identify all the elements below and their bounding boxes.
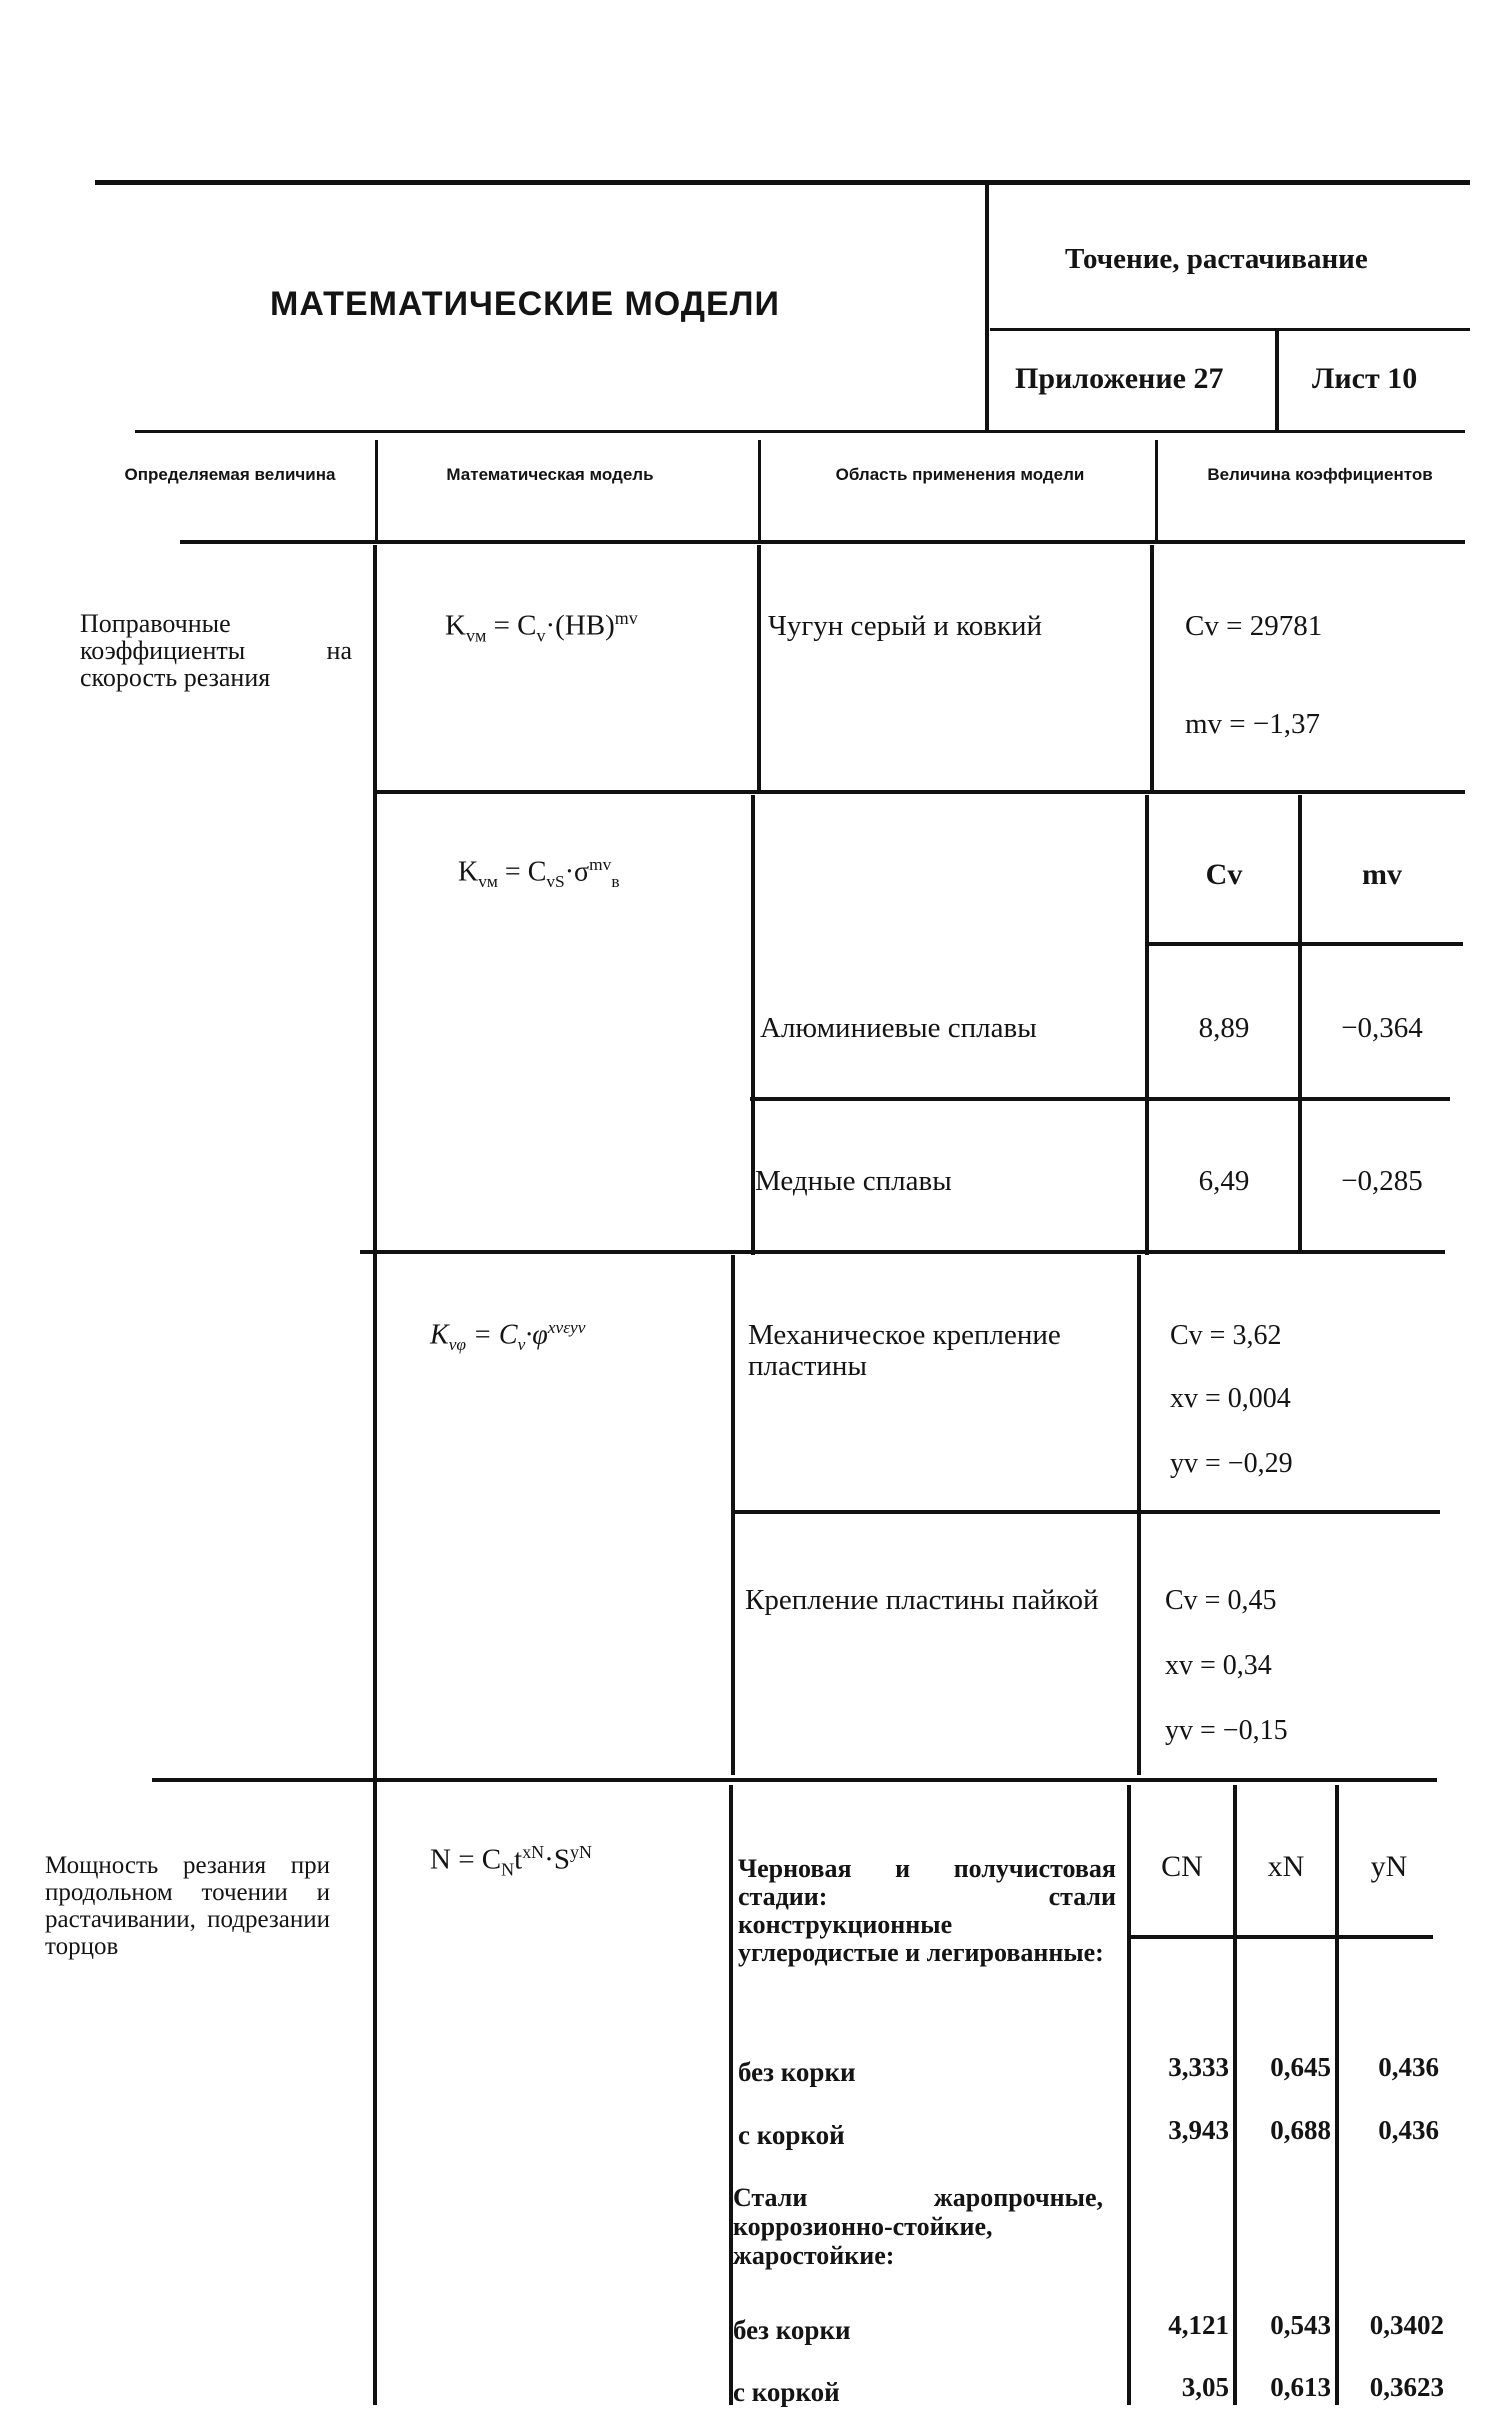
body-sep-model-d	[729, 1785, 733, 2405]
coef-yn-row4: 0,3623	[1369, 2372, 1444, 2402]
row-rule-b-head	[1148, 942, 1463, 946]
coef-cn-row4: 3,05	[1181, 2372, 1229, 2402]
row-label-no-scale-2: без корки	[733, 2315, 851, 2345]
body-sep-coef-a	[1150, 545, 1154, 790]
formula-sup: mv	[614, 608, 638, 628]
coef-cn-row3: 4,121	[1168, 2310, 1229, 2340]
formula-part: ·(HB)	[545, 609, 615, 642]
coef-yn-row1: 0,436	[1378, 2052, 1439, 2082]
formula-kv-strength	[458, 855, 620, 892]
formula-sub: в	[611, 871, 620, 891]
coef-yv-mechanical: yv = −0,29	[1170, 1448, 1293, 1479]
coef-xn-row2: 0,688	[1270, 2115, 1331, 2145]
formula-sub: vφ	[448, 1334, 466, 1354]
appendix-label: Приложение 27	[1015, 362, 1224, 395]
body-sep-coef-b	[1145, 795, 1149, 1255]
coef-cv-copper: 6,49	[1198, 1165, 1250, 1197]
coef-cv-cast-iron: Cv = 29781	[1185, 610, 1323, 642]
formula-part: K	[445, 609, 466, 642]
formula-part: K	[430, 1319, 449, 1351]
row-rule-n-head	[1128, 1935, 1433, 1939]
row-rule-b1	[750, 1097, 1450, 1101]
scope-cast-iron: Чугун серый и ковкий	[768, 610, 1043, 642]
formula-kv-phi	[430, 1318, 585, 1355]
formula-sub: v	[536, 625, 546, 646]
formula-part: t	[514, 1843, 523, 1876]
row-rule-c1	[735, 1510, 1440, 1514]
colhead-sep-1	[375, 440, 378, 540]
row-label-no-scale-1: без корки	[738, 2057, 856, 2087]
scope-brazed-mounting: Крепление пластины пайкой	[745, 1584, 1099, 1616]
body-sep-model	[757, 545, 761, 790]
group-roughing-structural: Черновая и получистовая стадии: стали конструкционные углеродистые и легированные:	[738, 1854, 1116, 1967]
formula-sup: xN	[522, 1842, 545, 1862]
formula-sub: vм	[465, 625, 487, 646]
formula-sup: mv	[589, 855, 612, 874]
quantity-cutting-power: Мощность резания при продольном точении и растачивании, подрезании торцов	[45, 1852, 330, 1960]
formula-part: = C	[466, 1319, 518, 1351]
coef-xn-row4: 0,613	[1270, 2372, 1331, 2402]
coef-xn-row3: 0,543	[1270, 2310, 1331, 2340]
colhead-sep-3	[1155, 440, 1158, 540]
head-cn: CN	[1161, 1850, 1203, 1883]
header-sheet-divider	[1275, 330, 1279, 430]
row-label-scale-1: с коркой	[738, 2120, 845, 2150]
header-mid-rule	[990, 328, 1470, 331]
column-header-model: Математическая модель	[446, 465, 654, 484]
scope-copper: Медные сплавы	[755, 1165, 952, 1197]
head-mv: mv	[1362, 858, 1402, 891]
coef-yn-row3: 0,3402	[1369, 2310, 1444, 2340]
formula-sub: v	[517, 1334, 526, 1354]
formula-part: K	[458, 856, 479, 888]
body-sep-quantity	[373, 545, 377, 2405]
formula-power	[430, 1842, 592, 1880]
row-rule-b2	[360, 1250, 1445, 1254]
page-title: МАТЕМАТИЧЕСКИЕ МОДЕЛИ	[270, 285, 780, 323]
formula-sub: vS	[546, 871, 565, 891]
formula-sup: xvεyv	[547, 1318, 586, 1337]
column-header-coefficients: Величина коэффициентов	[1207, 465, 1433, 484]
body-sep-model-c	[731, 1255, 735, 1775]
section-rule	[152, 1778, 1437, 1782]
formula-part: N = C	[430, 1843, 502, 1876]
head-xn: xN	[1267, 1850, 1305, 1883]
formula-part: = C	[497, 856, 547, 888]
formula-part: = C	[486, 609, 537, 642]
quantity-correction-coefficients: Поправочные коэффициенты на скорость резания	[80, 609, 352, 692]
column-header-quantity: Определяемая величина	[124, 465, 336, 484]
scope-mechanical-mounting: Механическое крепление пластины	[748, 1319, 1061, 1382]
coef-cv-aluminium: 8,89	[1198, 1012, 1250, 1044]
coef-yn-row2: 0,436	[1378, 2115, 1439, 2145]
coef-xv-mechanical: xv = 0,004	[1170, 1383, 1291, 1414]
formula-sub: N	[501, 1859, 515, 1880]
formula-sub: vм	[478, 871, 498, 891]
header-divider	[985, 183, 989, 433]
body-sep-coef-c	[1137, 1255, 1141, 1775]
header-bottom-rule	[135, 430, 1465, 433]
coef-cn-row2: 3,943	[1168, 2115, 1229, 2145]
row-rule-a	[375, 790, 1465, 794]
header-top-rule	[95, 180, 1470, 185]
formula-part: ·φ	[525, 1319, 548, 1351]
head-cv: Cv	[1205, 858, 1243, 891]
coef-yv-brazed: yv = −0,15	[1165, 1715, 1288, 1746]
coef-xn-row1: 0,645	[1270, 2052, 1331, 2082]
coef-xv-brazed: xv = 0,34	[1165, 1650, 1272, 1681]
coef-cn-row1: 3,333	[1168, 2052, 1229, 2082]
coef-mv-cast-iron: mv = −1,37	[1185, 708, 1321, 740]
coef-cv-brazed: Cv = 0,45	[1165, 1585, 1277, 1616]
formula-kv-hardness	[445, 608, 638, 646]
coef-cv-mechanical: Cv = 3,62	[1170, 1320, 1282, 1351]
formula-sup: yN	[569, 1842, 592, 1862]
column-header-scope: Область применения модели	[835, 465, 1085, 484]
coef-mv-copper: −0,285	[1341, 1165, 1423, 1197]
head-yn: yN	[1370, 1850, 1408, 1883]
sheet-label: Лист 10	[1312, 362, 1418, 395]
colhead-sep-2	[758, 440, 761, 540]
coef-mv-aluminium: −0,364	[1341, 1012, 1423, 1044]
column-header-rule	[180, 540, 1465, 544]
group-heat-resistant: Стали жаропрочные, коррозионно-стойкие, жаростойкие:	[733, 2183, 1103, 2270]
row-label-scale-2: с коркой	[733, 2377, 840, 2407]
formula-part: ·S	[544, 1843, 570, 1876]
formula-part: ·σ	[564, 856, 590, 888]
scope-aluminium: Алюминиевые сплавы	[760, 1012, 1037, 1044]
operation-label: Точение, растачивание	[1065, 243, 1368, 275]
